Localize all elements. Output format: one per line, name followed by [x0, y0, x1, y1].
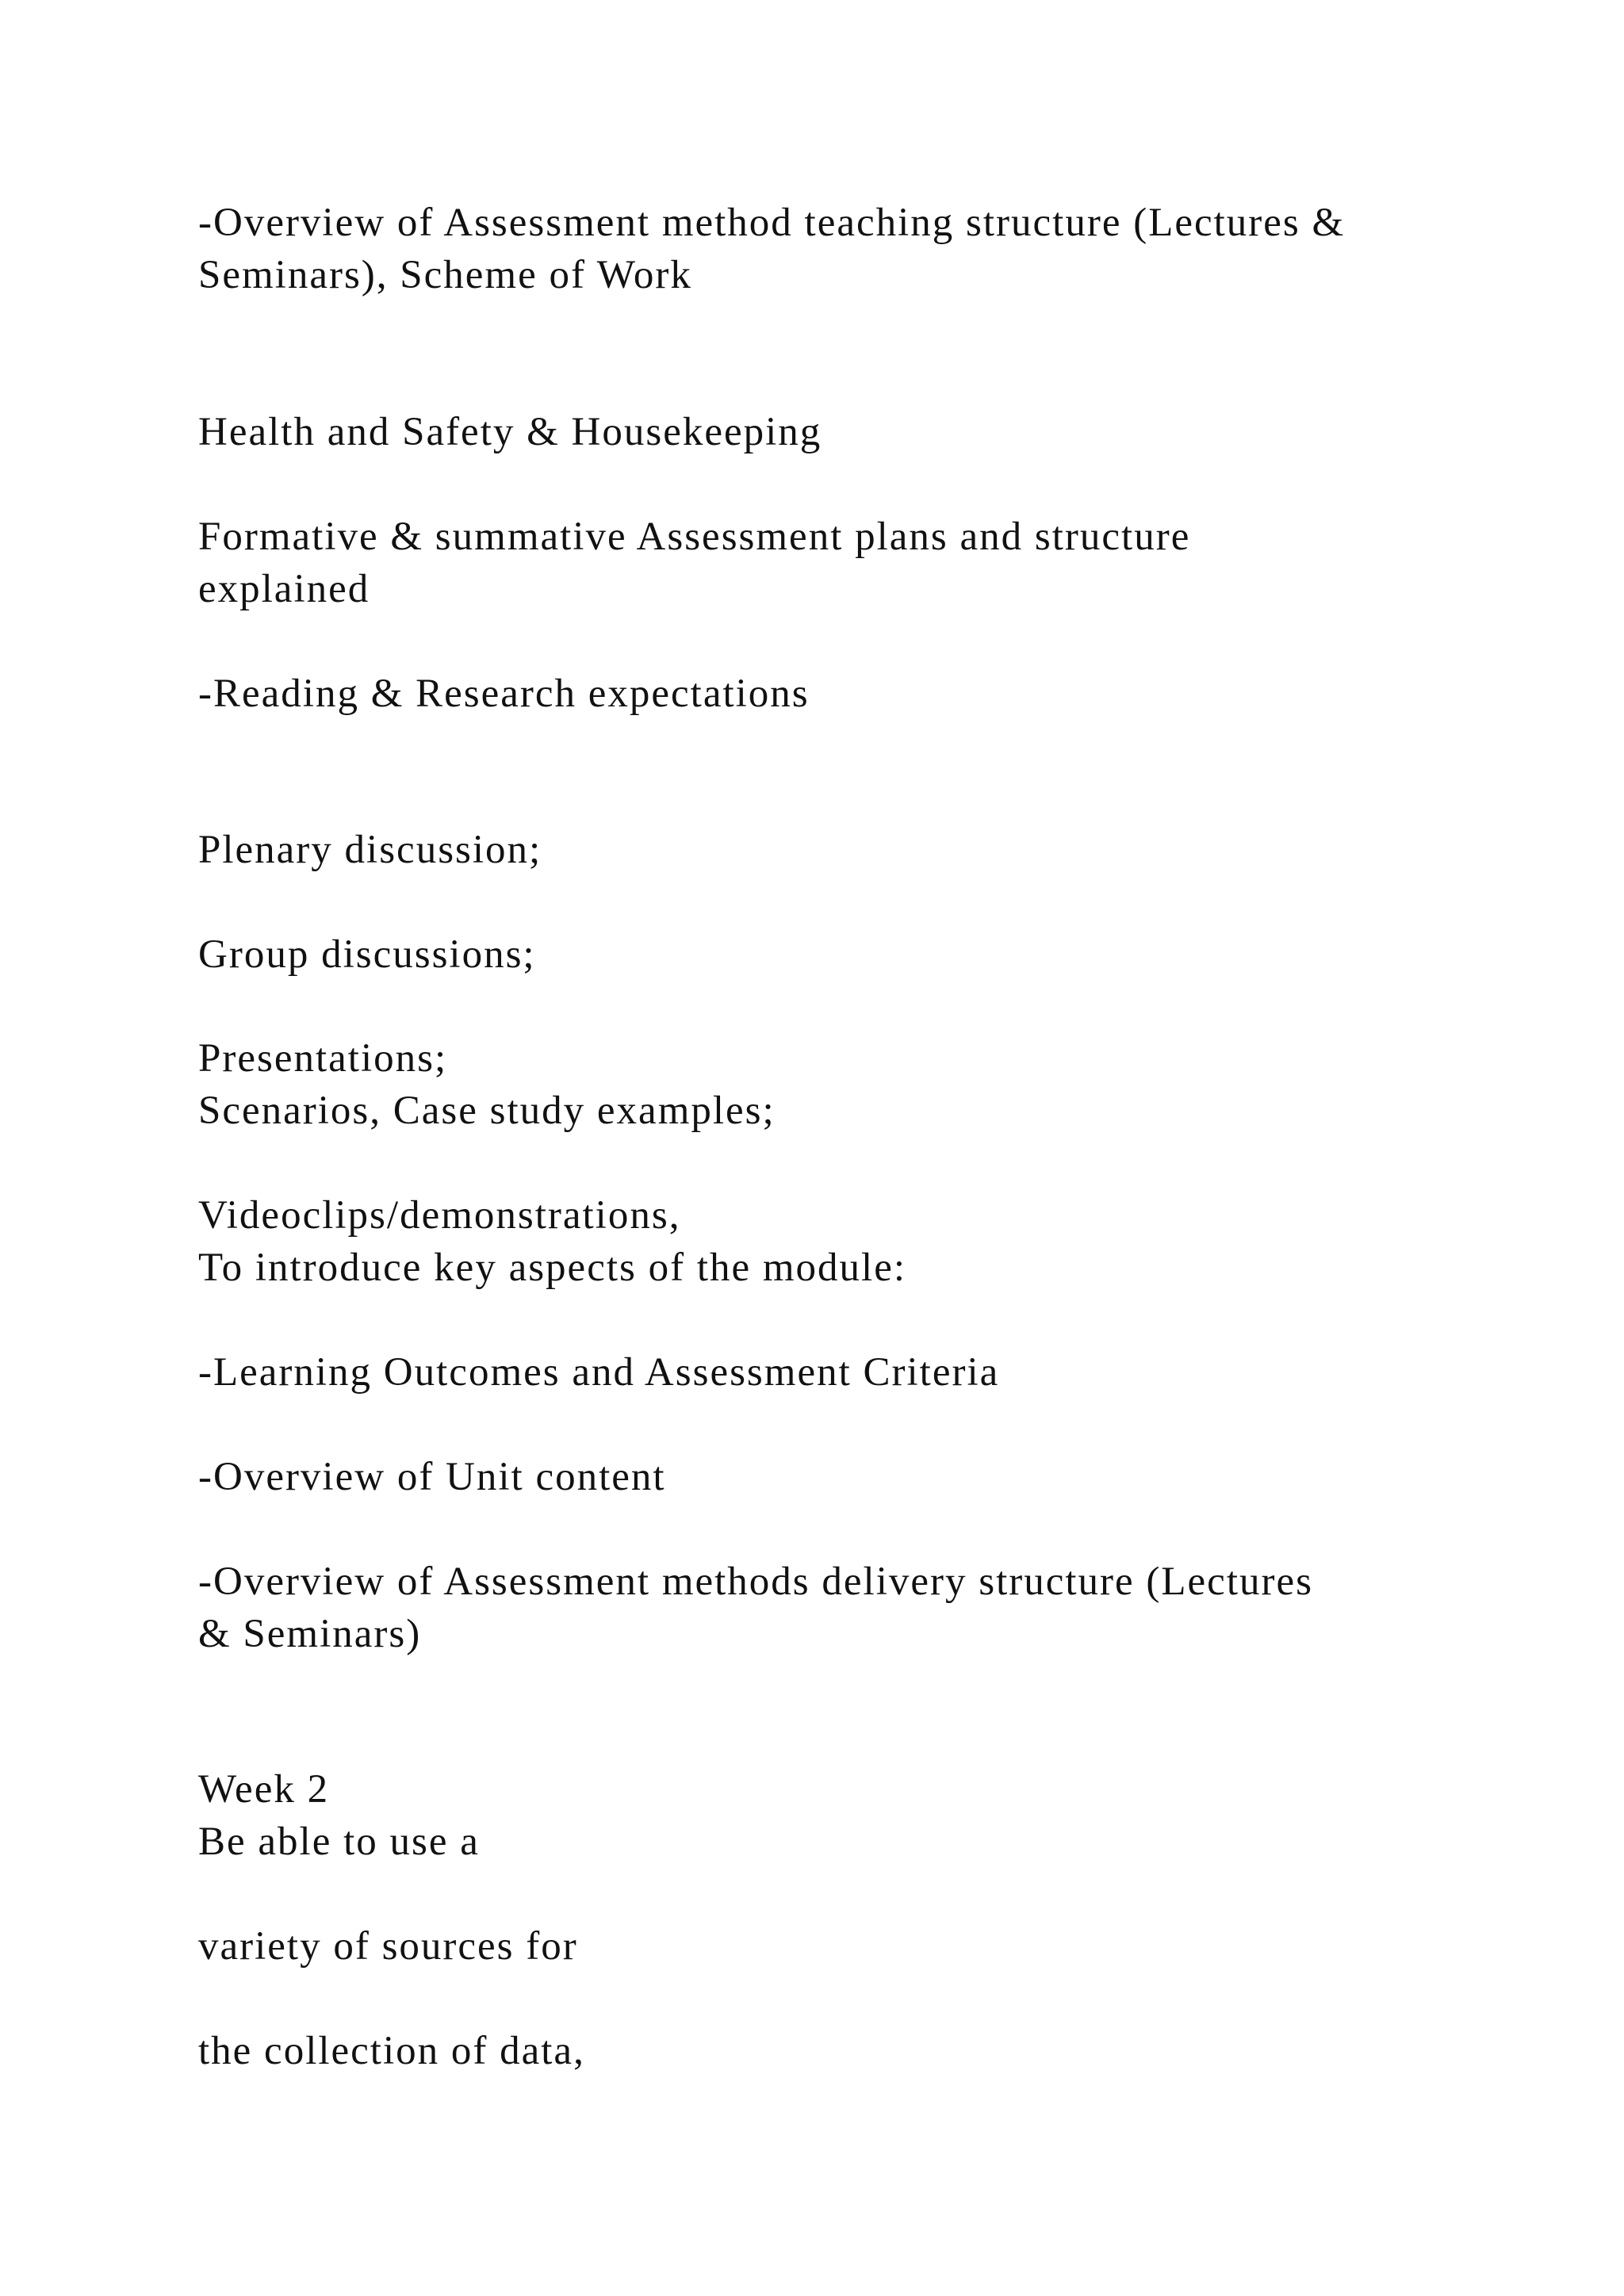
- text-line: explained: [198, 567, 370, 611]
- text-line: Week 2: [198, 1767, 330, 1812]
- text-line: & Seminars): [198, 1612, 422, 1656]
- text-line: Be able to use a: [198, 1820, 480, 1864]
- text-line: Health and Safety & Housekeeping: [198, 410, 822, 454]
- text-line: Group discussions;: [198, 932, 536, 977]
- text-line: Videoclips/demonstrations,: [198, 1193, 681, 1238]
- text-line: -Overview of Unit content: [198, 1455, 666, 1499]
- text-line: -Overview of Assessment method teaching structure (Lectures &: [198, 201, 1346, 245]
- text-line: the collection of data,: [198, 2029, 585, 2073]
- text-line: Seminars), Scheme of Work: [198, 253, 692, 297]
- text-line: To introduce key aspects of the module:: [198, 1246, 907, 1290]
- text-line: -Overview of Assessment methods delivery structure (Lectures: [198, 1559, 1313, 1604]
- text-line: Presentations;: [198, 1036, 448, 1081]
- text-line: -Learning Outcomes and Assessment Criteria: [198, 1350, 1000, 1395]
- text-line: variety of sources for: [198, 1924, 578, 1969]
- text-line: -Reading & Research expectations: [198, 672, 810, 716]
- text-line: Formative & summative Assessment plans and structure: [198, 515, 1191, 559]
- text-line: Scenarios, Case study examples;: [198, 1089, 776, 1133]
- text-line: Plenary discussion;: [198, 828, 542, 872]
